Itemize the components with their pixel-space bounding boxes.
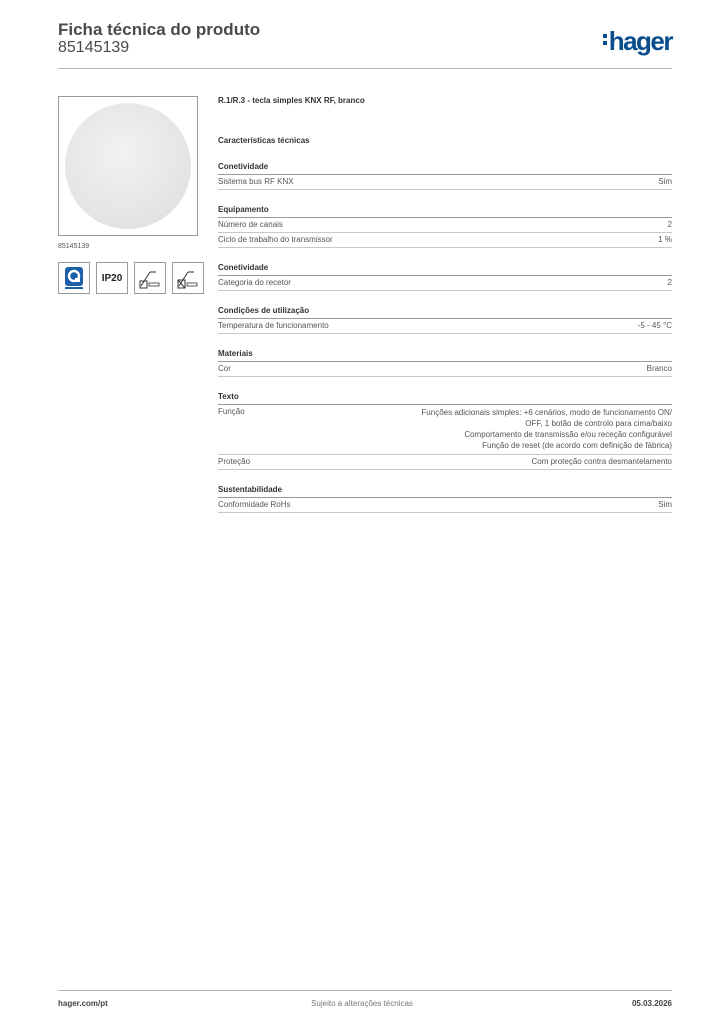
spec-label: Categoria do recetor [218,278,291,287]
footer-divider [58,990,672,991]
spec-label: Ciclo de trabalho do transmissor [218,235,333,244]
spec-value: 1 % [658,235,672,244]
group-title: Conetividade [218,161,672,175]
section-title: Características técnicas [218,136,310,145]
spec-value-multiline [421,407,672,451]
image-code: 85145139 [58,243,90,250]
spec-value: Com proteção contra desmantelamento [531,457,672,466]
logo-dots-icon [603,34,607,45]
group-title: Condições de utilização [218,305,672,319]
spec-label: Cor [218,364,231,373]
spec-row [218,362,672,377]
spec-value: 2 [667,278,672,287]
ip-rating-label: IP20 [101,272,123,284]
certification-icons [58,262,204,294]
logo-text: hager [608,26,672,56]
spec-value-line: OFF, 1 botão de controlo para cima/baixo [525,419,672,428]
product-code: 85145139 [58,39,130,56]
spec-label: Número de canais [218,220,283,229]
spec-label: Conformidade RoHs [218,500,291,509]
spec-row [218,455,672,470]
technical-specs [218,94,672,513]
spec-row [218,175,672,190]
spec-label: Função [218,407,245,416]
product-name: R.1/R.3 - tecla simples KNX RF, branco [218,96,365,105]
spec-value: Branco [646,364,672,373]
spec-label: Proteção [218,457,251,466]
group-title: Sustentabilidade [218,484,672,498]
footer-date: 05.03.2026 [631,999,672,1008]
spec-row [218,276,672,291]
spec-label: Temperatura de funcionamento [218,321,329,330]
group-title: Conetividade [218,262,672,276]
mounting-surface-icon [134,262,166,294]
group-title: Equipamento [218,204,672,218]
spec-row [218,498,672,513]
spec-value: Sim [658,177,672,186]
spec-row [218,319,672,334]
spec-value: 2 [667,220,672,229]
spec-row [218,405,672,455]
spec-value: -5 - 45 °C [637,321,672,330]
group-title: Texto [218,391,672,405]
hager-logo [603,27,672,55]
spec-label: Sistema bus RF KNX [218,177,294,186]
spec-value-line: Função de reset (de acordo com definição de fábrica) [482,441,672,450]
footer-note: Sujeito a alterações técnicas [311,999,413,1008]
group-title: Materiais [218,348,672,362]
spec-row [218,233,672,248]
product-image [58,96,198,236]
spec-value: Sim [658,500,672,509]
footer-website[interactable]: hager.com/pt [58,999,108,1008]
quality-label-icon [58,262,90,294]
page-title: Ficha técnica do produto [58,20,261,39]
mounting-flush-icon [172,262,204,294]
spec-value-line: Funções adicionais simples: +6 cenários, modo de funcionamento ON/ [421,408,672,417]
spec-value-line: Comportamento de transmissão e/ou receção configurável [464,430,672,439]
header-divider [58,68,672,69]
ip-rating-icon [96,262,128,294]
spec-row [218,218,672,233]
